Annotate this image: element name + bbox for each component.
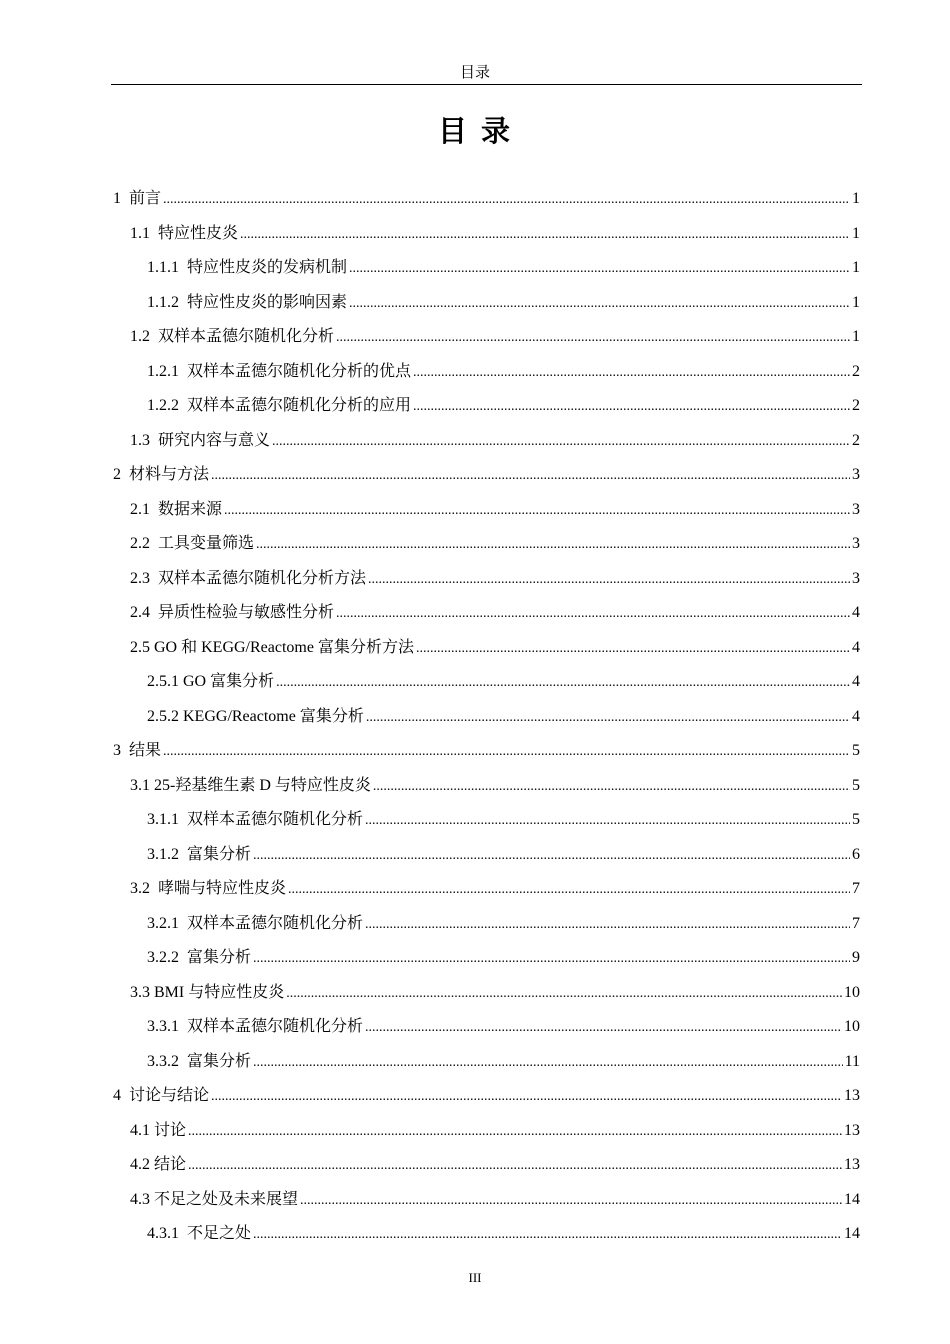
toc-leader-dots <box>188 1120 842 1143</box>
toc-entry-page: 1 <box>852 224 860 242</box>
toc-leader-dots <box>211 464 850 487</box>
toc-entry-title: 1.2.2 双样本孟德尔随机化分析的应用 <box>147 397 412 414</box>
toc-entry[interactable] <box>130 637 860 659</box>
toc-entry-title: 4.2 结论 <box>130 1156 187 1173</box>
toc-entry-page: 14 <box>844 1190 860 1208</box>
toc-entry-title: 4 讨论与结论 <box>113 1087 210 1104</box>
toc-entry-page: 13 <box>844 1156 860 1173</box>
toc-entry-page: 6 <box>852 845 860 863</box>
toc-leader-dots <box>368 568 850 591</box>
toc-entry[interactable] <box>130 326 860 348</box>
toc-entry-title: 3.3.2 富集分析 <box>147 1052 252 1070</box>
toc-entry[interactable] <box>147 292 860 314</box>
toc-entry[interactable] <box>130 1154 860 1176</box>
toc-leader-dots <box>416 637 850 660</box>
toc-entry[interactable] <box>130 1189 860 1211</box>
toc-entry[interactable] <box>130 568 860 590</box>
toc-entry-page: 4 <box>852 707 860 725</box>
toc-entry-title: 3.2 哮喘与特应性皮炎 <box>130 880 287 897</box>
toc-entry[interactable] <box>113 464 860 486</box>
toc-entry[interactable] <box>113 1085 860 1107</box>
toc-leader-dots <box>256 533 850 556</box>
toc-entry[interactable] <box>147 913 860 935</box>
toc-entry[interactable] <box>130 499 860 521</box>
toc-entry-page: 3 <box>852 535 860 552</box>
toc-entry-title: 2.1 数据来源 <box>130 500 223 518</box>
toc-leader-dots <box>272 430 850 453</box>
toc-entry-page: 2 <box>852 397 860 414</box>
toc-entry[interactable] <box>147 257 860 279</box>
toc-entry[interactable] <box>147 1223 860 1245</box>
toc-entry-title: 3.1 25-羟基维生素 D 与特应性皮炎 <box>130 776 371 794</box>
toc-entry[interactable] <box>147 395 860 417</box>
toc-entry-title: 1 前言 <box>113 190 162 207</box>
toc-entry-title: 2.5 GO 和 KEGG/Reactome 富集分析方法 <box>130 638 414 656</box>
toc-entry-page: 9 <box>852 949 860 966</box>
toc-entry-title: 3.3.1 双样本孟德尔随机化分析 <box>147 1018 364 1035</box>
toc-leader-dots <box>413 395 850 418</box>
toc-entry-page: 11 <box>844 1052 860 1070</box>
toc-entry[interactable] <box>130 982 860 1004</box>
toc-entry-title: 4.3.1 不足之处 <box>147 1225 252 1242</box>
toc-entry[interactable] <box>147 947 860 969</box>
toc-entry-page: 2 <box>852 362 860 380</box>
toc-entry-title: 4.3 不足之处及未来展望 <box>130 1190 299 1208</box>
page-title: 目 录 <box>437 114 513 148</box>
toc-leader-dots <box>413 361 850 384</box>
running-header: 目录 <box>459 65 490 81</box>
toc-entry-title: 1.1 特应性皮炎 <box>130 224 239 242</box>
toc-entry[interactable] <box>113 188 860 210</box>
toc-entry[interactable] <box>130 878 860 900</box>
toc-entry[interactable] <box>130 223 860 245</box>
toc-entry-page: 5 <box>852 742 860 759</box>
toc-entry-title: 1.1.2 特应性皮炎的影响因素 <box>147 293 348 311</box>
toc-leader-dots <box>253 1051 843 1074</box>
toc-entry-page: 5 <box>852 811 860 828</box>
toc-entry-title: 2.4 异质性检验与敏感性分析 <box>130 604 335 621</box>
toc-leader-dots <box>366 706 850 729</box>
toc-entry-page: 10 <box>844 983 860 1001</box>
toc-entry-page: 1 <box>852 328 860 345</box>
toc-leader-dots <box>336 602 850 625</box>
toc-entry[interactable] <box>130 1120 860 1142</box>
page-number: III <box>468 1270 482 1285</box>
toc-leader-dots <box>224 499 850 522</box>
toc-leader-dots <box>163 188 850 211</box>
toc-entry-title: 2.3 双样本孟德尔随机化分析方法 <box>130 569 367 587</box>
toc-entry-page: 4 <box>852 673 860 690</box>
toc-entry[interactable] <box>130 775 860 797</box>
toc-leader-dots <box>365 809 850 832</box>
header-rule <box>111 84 862 85</box>
toc-leader-dots <box>211 1085 842 1108</box>
toc-entry-title: 3.3 BMI 与特应性皮炎 <box>130 983 285 1001</box>
toc-entry[interactable] <box>147 671 860 693</box>
toc-entry-title: 1.2.1 双样本孟德尔随机化分析的优点 <box>147 362 412 380</box>
toc-leader-dots <box>240 223 850 246</box>
toc-leader-dots <box>253 844 850 867</box>
toc-leader-dots <box>365 1016 842 1039</box>
toc-entry[interactable] <box>130 602 860 624</box>
toc-entry[interactable] <box>147 1016 860 1038</box>
toc-leader-dots <box>276 671 850 694</box>
toc-entry[interactable] <box>147 844 860 866</box>
toc-entry-page: 1 <box>852 293 860 311</box>
toc-leader-dots <box>373 775 850 798</box>
toc-entry-title: 3.2.2 富集分析 <box>147 949 252 966</box>
toc-leader-dots <box>188 1154 842 1177</box>
toc-entry[interactable] <box>130 430 860 452</box>
toc-entry-title: 1.2 双样本孟德尔随机化分析 <box>130 328 335 345</box>
toc-entry[interactable] <box>147 706 860 728</box>
toc-entry-title: 3 结果 <box>113 742 162 759</box>
toc-entry[interactable] <box>147 1051 860 1073</box>
toc-leader-dots <box>365 913 850 936</box>
toc-entry-page: 13 <box>844 1121 860 1139</box>
toc-entry-page: 3 <box>852 569 860 587</box>
toc-entry-page: 13 <box>844 1087 860 1104</box>
toc-entry-page: 1 <box>852 259 860 276</box>
toc-leader-dots <box>253 1223 842 1246</box>
toc-leader-dots <box>163 740 850 763</box>
toc-entry-title: 2.5.1 GO 富集分析 <box>147 673 275 690</box>
toc-entry[interactable] <box>113 740 860 762</box>
toc-entry-page: 4 <box>852 604 860 621</box>
toc-entry-title: 3.1.1 双样本孟德尔随机化分析 <box>147 811 364 828</box>
toc-entry-title: 2.2 工具变量筛选 <box>130 535 255 552</box>
toc-leader-dots <box>349 292 850 315</box>
toc-leader-dots <box>336 326 850 349</box>
toc-entry-page: 3 <box>852 500 860 518</box>
toc-leader-dots <box>253 947 850 970</box>
toc-entry-title: 2.5.2 KEGG/Reactome 富集分析 <box>147 707 364 725</box>
toc-entry-page: 14 <box>844 1225 860 1242</box>
toc-entry-title: 3.2.1 双样本孟德尔随机化分析 <box>147 914 364 932</box>
toc-entry-page: 7 <box>852 880 860 897</box>
toc-leader-dots <box>349 257 850 280</box>
toc-entry-title: 3.1.2 富集分析 <box>147 845 252 863</box>
toc-entry[interactable] <box>147 361 860 383</box>
toc-entry-page: 3 <box>852 466 860 483</box>
toc-entry-page: 1 <box>852 190 860 207</box>
toc-leader-dots <box>288 878 850 901</box>
toc-entry[interactable] <box>147 809 860 831</box>
toc-entry-page: 10 <box>844 1018 860 1035</box>
toc-entry-title: 1.3 研究内容与意义 <box>130 431 271 449</box>
toc-entry-page: 4 <box>852 638 860 656</box>
toc-leader-dots <box>300 1189 842 1212</box>
toc-entry-title: 1.1.1 特应性皮炎的发病机制 <box>147 259 348 276</box>
toc-entry[interactable] <box>130 533 860 555</box>
toc-leader-dots <box>286 982 842 1005</box>
toc-entry-page: 5 <box>852 776 860 794</box>
toc-entry-title: 4.1 讨论 <box>130 1121 187 1139</box>
toc-entry-page: 7 <box>852 914 860 932</box>
toc-entry-page: 2 <box>852 431 860 449</box>
toc-entry-title: 2 材料与方法 <box>113 466 210 483</box>
